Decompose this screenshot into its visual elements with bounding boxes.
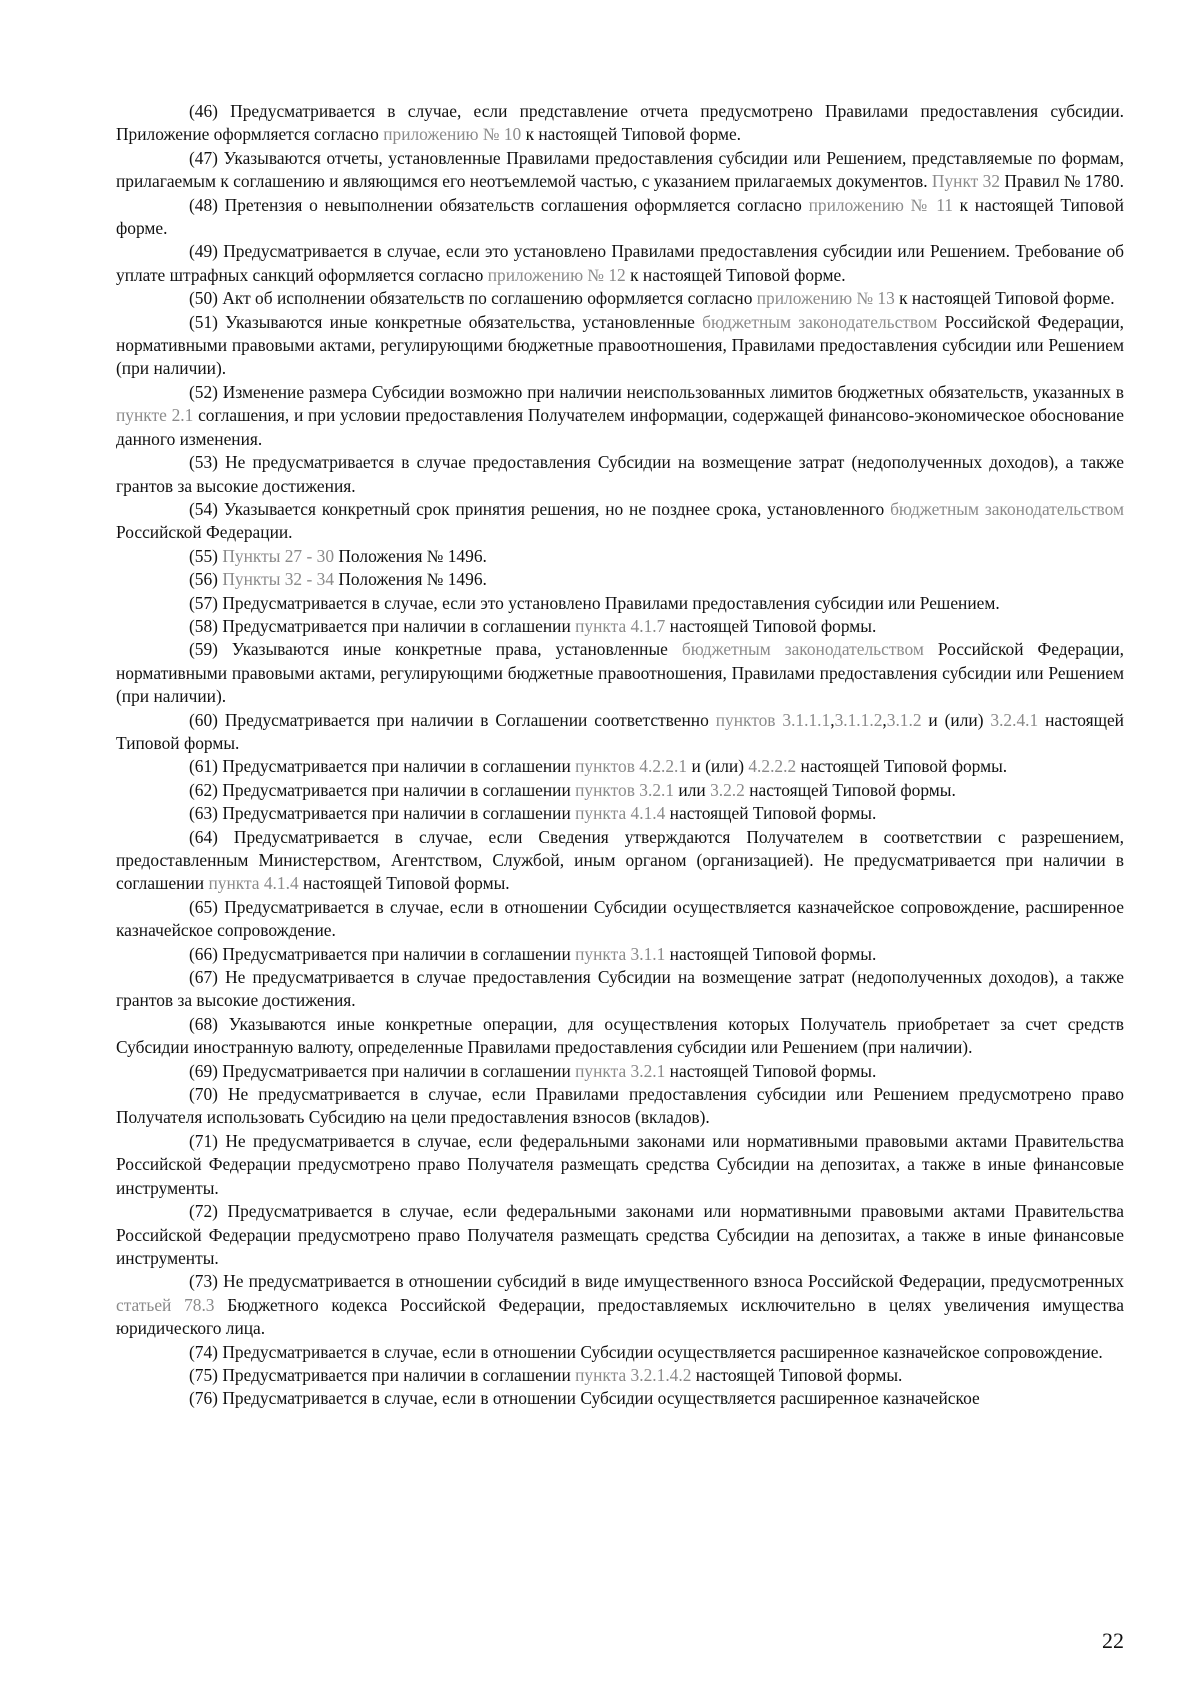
footnote-paragraph	[116, 568, 1124, 591]
footnote-paragraph	[116, 1013, 1124, 1060]
paragraph-text: настоящей Типовой формы.	[665, 615, 877, 636]
paragraph-text: (71) Не предусматривается в случае, если федеральными законами или нормативными правовыми актами Правительства Российской Федерации предусмотрено право Получателя размещать средства Субсидии на депозитах, а также в иные финансовые инструменты.	[116, 1130, 1124, 1198]
footnote-paragraph	[116, 100, 1124, 147]
paragraph-text: Российской Федерации, нормативными правовыми актами, регулирующими бюджетные правоотношения, Правилами предоставления субсидии или Решением (при наличии).	[116, 311, 1124, 379]
paragraph-text: Российской Федерации, нормативными правовыми актами, регулирующими бюджетные правоотношения, Правилами предоставления субсидии или Решением (при наличии).	[116, 639, 1124, 707]
footnote-paragraph	[116, 615, 1124, 638]
footnote-paragraph	[116, 311, 1124, 381]
footnote-paragraph	[116, 896, 1124, 943]
paragraph-text: (52) Изменение размера Субсидии возможно при наличии неиспользованных лимитов бюджетных обязательств, указанных в	[189, 381, 1124, 402]
footnote-paragraph	[116, 240, 1124, 287]
footnote-paragraph	[116, 194, 1124, 241]
paragraph-text: соглашения, и при условии предоставления Получателем информации, содержащей финансово-экономическое обоснование данного изменения.	[116, 405, 1124, 449]
paragraph-text: (57) Предусматривается в случае, если это установлено Правилами предоставления субсидии или Решением.	[189, 592, 1000, 613]
paragraph-text: (69) Предусматривается при наличии в соглашении	[189, 1060, 576, 1081]
paragraph-text: Положения № 1496.	[334, 545, 487, 566]
paragraph-text: (74) Предусматривается в случае, если в отношении Субсидии осуществляется расширенное казначейское сопровождение.	[189, 1341, 1103, 1362]
footnote-paragraph	[116, 592, 1124, 615]
paragraph-text: (75) Предусматривается при наличии в соглашении	[189, 1364, 576, 1385]
paragraph-text: (59) Указываются иные конкретные права, установленные	[189, 639, 682, 660]
paragraph-text: (46) Предусматривается в случае, если представление отчета предусмотрено Правилами предоставления субсидии. Приложение оформляется согласно	[116, 101, 1124, 145]
paragraph-text: (50) Акт об исполнении обязательств по соглашению оформляется согласно	[189, 288, 757, 309]
footnote-paragraph	[116, 1200, 1124, 1270]
paragraph-text: (76) Предусматривается в случае, если в отношении Субсидии осуществляется расширенное казначейское	[189, 1388, 980, 1409]
cross-reference-link[interactable]: 3.1.1.2	[834, 709, 883, 730]
paragraph-text: (72) Предусматривается в случае, если федеральными законами или нормативными правовыми актами Правительства Российской Федерации предусмотрено право Получателя размещать средства Субсидии на депозитах, а также в иные финансовые инструменты.	[116, 1201, 1124, 1268]
paragraph-text: ,	[830, 709, 835, 730]
paragraph-text: (55)	[189, 545, 223, 566]
cross-reference-link[interactable]: Пункты 27 - 30	[222, 545, 335, 566]
paragraph-text: Российской Федерации.	[116, 522, 293, 543]
footnote-paragraph	[116, 545, 1124, 568]
paragraph-text: настоящей Типовой формы.	[665, 803, 877, 824]
cross-reference-link[interactable]: пункта 4.1.4	[575, 803, 666, 824]
paragraph-text: (68) Указываются иные конкретные операции, для осуществления которых Получатель приобретает за счет средств Субсидии иностранную валюту, определенные Правилами предоставления субсидии или Решением (при наличии).	[116, 1013, 1124, 1058]
paragraph-text: настоящей Типовой формы.	[298, 873, 510, 894]
paragraph-text: или	[674, 779, 711, 800]
footnote-paragraph	[116, 287, 1124, 310]
cross-reference-link[interactable]: пунктов 3.1.1.1	[715, 709, 831, 730]
cross-reference-link[interactable]: пункта 4.1.7	[575, 615, 666, 636]
paragraph-text: к настоящей Типовой форме.	[894, 288, 1115, 309]
cross-reference-link[interactable]: бюджетным законодательством	[890, 498, 1124, 519]
paragraph-text: (48) Претензия о невыполнении обязательств соглашения оформляется согласно	[189, 194, 809, 215]
cross-reference-link[interactable]: 3.1.2	[886, 709, 922, 730]
cross-reference-link[interactable]: Пункты 32 - 34	[222, 569, 335, 590]
paragraph-text: (70) Не предусматривается в случае, если Правилами предоставления субсидии или Решением предусмотрено право Получателя использовать Субсидию на цели предоставления взносов (вкладов).	[116, 1084, 1124, 1128]
footnote-paragraph	[116, 381, 1124, 451]
paragraph-text: (47) Указываются отчеты, установленные Правилами предоставления субсидии или Решением, представляемые по формам, прилагаемым к соглашению и являющимся его неотъемлемой частью, с указанием прилагаемых документов.	[116, 147, 1124, 192]
paragraph-text: (56)	[189, 569, 223, 590]
footnote-paragraph	[116, 1364, 1124, 1387]
cross-reference-link[interactable]: приложению № 11	[808, 194, 953, 215]
paragraph-text: Бюджетного кодекса Российской Федерации, предоставляемых исключительно в целях увеличения имущества юридического лица.	[116, 1294, 1125, 1339]
cross-reference-link[interactable]: пункте 2.1	[116, 405, 194, 426]
cross-reference-link[interactable]: приложению № 12	[487, 264, 626, 285]
paragraph-text: и (или)	[687, 756, 749, 777]
footnote-paragraph	[116, 802, 1124, 825]
footnote-paragraph	[116, 709, 1124, 756]
paragraph-text: (49) Предусматривается в случае, если это установлено Правилами предоставления субсидии или Решением. Требование об уплате штрафных санкций оформляется согласно	[116, 241, 1124, 285]
footnote-paragraph	[116, 1083, 1124, 1130]
paragraph-text: (66) Предусматривается при наличии в соглашении	[189, 943, 576, 964]
paragraph-text: (63) Предусматривается при наличии в соглашении	[189, 803, 576, 824]
footnote-paragraph	[116, 943, 1124, 966]
paragraph-text: (54) Указывается конкретный срок принятия решения, но не позднее срока, установленного	[189, 498, 891, 519]
paragraph-text: (67) Не предусматривается в случае предоставления Субсидии на возмещение затрат (недополученных доходов), а также грантов за высокие достижения.	[116, 967, 1124, 1011]
cross-reference-link[interactable]: 3.2.4.1	[990, 709, 1039, 730]
paragraph-text: (73) Не предусматривается в отношении субсидий в виде имущественного взноса Российской Федерации, предусмотренных	[189, 1271, 1124, 1292]
paragraph-text: (62) Предусматривается при наличии в соглашении	[189, 779, 576, 800]
cross-reference-link[interactable]: пункта 3.2.1.4.2	[575, 1364, 692, 1385]
cross-reference-link[interactable]: бюджетным законодательством	[702, 311, 938, 332]
paragraph-text: настоящей Типовой формы.	[665, 943, 877, 964]
cross-reference-link[interactable]: 3.2.2	[710, 779, 745, 800]
page-number: 22	[1102, 1628, 1124, 1653]
footnote-paragraph	[116, 451, 1124, 498]
footnote-paragraph	[116, 1270, 1124, 1340]
footnote-paragraph	[116, 1060, 1124, 1083]
footnote-paragraph	[116, 755, 1124, 778]
cross-reference-link[interactable]: 4.2.2.2	[748, 756, 797, 777]
cross-reference-link[interactable]: статьей 78.3	[116, 1294, 215, 1315]
cross-reference-link[interactable]: пунктов 3.2.1	[575, 779, 675, 800]
cross-reference-link[interactable]: пункта 4.1.4	[208, 873, 299, 894]
cross-reference-link[interactable]: Пункт 32	[931, 171, 1001, 192]
paragraph-text: настоящей Типовой формы.	[116, 709, 1124, 753]
cross-reference-link[interactable]: бюджетным законодательством	[681, 639, 924, 660]
footnote-paragraph	[116, 779, 1124, 802]
paragraph-text: (58) Предусматривается при наличии в соглашении	[189, 615, 576, 636]
cross-reference-link[interactable]: пункта 3.1.1	[575, 943, 666, 964]
footnote-paragraph	[116, 147, 1124, 194]
paragraph-text: настоящей Типовой формы.	[665, 1060, 877, 1081]
footnote-paragraph	[116, 966, 1124, 1013]
footnote-paragraph	[116, 638, 1124, 708]
footnote-paragraph	[116, 1130, 1124, 1200]
cross-reference-link[interactable]: приложению № 10	[383, 124, 522, 145]
footnote-paragraph	[116, 1341, 1124, 1364]
paragraph-text: настоящей Типовой формы.	[744, 779, 956, 800]
paragraph-text: (60) Предусматривается при наличии в Соглашении соответственно	[189, 709, 716, 730]
paragraph-text: Правил № 1780.	[1000, 171, 1124, 192]
paragraph-text: настоящей Типовой формы.	[796, 756, 1008, 777]
paragraph-text: к настоящей Типовой форме.	[521, 124, 742, 145]
paragraph-text: настоящей Типовой формы.	[691, 1364, 903, 1385]
paragraph-text: Положения № 1496.	[334, 569, 487, 590]
cross-reference-link[interactable]: пунктов 4.2.2.1	[575, 756, 688, 777]
document-body	[116, 100, 1124, 1411]
paragraph-text: (64) Предусматривается в случае, если Сведения утверждаются Получателем в соответствии с разрешением, предоставленным Министерством, Агентством, Службой, иным органом (организацией). Не предусматривается при наличии в соглашении	[116, 826, 1124, 894]
paragraph-text: (51) Указываются иные конкретные обязательства, установленные	[189, 311, 703, 332]
paragraph-text: к настоящей Типовой форме.	[116, 194, 1124, 239]
paragraph-text: и (или)	[921, 709, 991, 730]
paragraph-text: (65) Предусматривается в случае, если в отношении Субсидии осуществляется казначейское сопровождение, расширенное казначейское сопровождение.	[116, 896, 1124, 941]
paragraph-text: (53) Не предусматривается в случае предоставления Субсидии на возмещение затрат (недополученных доходов), а также грантов за высокие достижения.	[116, 452, 1124, 496]
paragraph-text: (61) Предусматривается при наличии в соглашении	[189, 756, 576, 777]
cross-reference-link[interactable]: пункта 3.2.1	[575, 1060, 666, 1081]
cross-reference-link[interactable]: приложению № 13	[756, 288, 895, 309]
footnote-paragraph	[116, 1387, 1124, 1410]
paragraph-text: к настоящей Типовой форме.	[625, 264, 846, 285]
footnote-paragraph	[116, 826, 1124, 896]
footnote-paragraph	[116, 498, 1124, 545]
paragraph-text: ,	[882, 709, 887, 730]
